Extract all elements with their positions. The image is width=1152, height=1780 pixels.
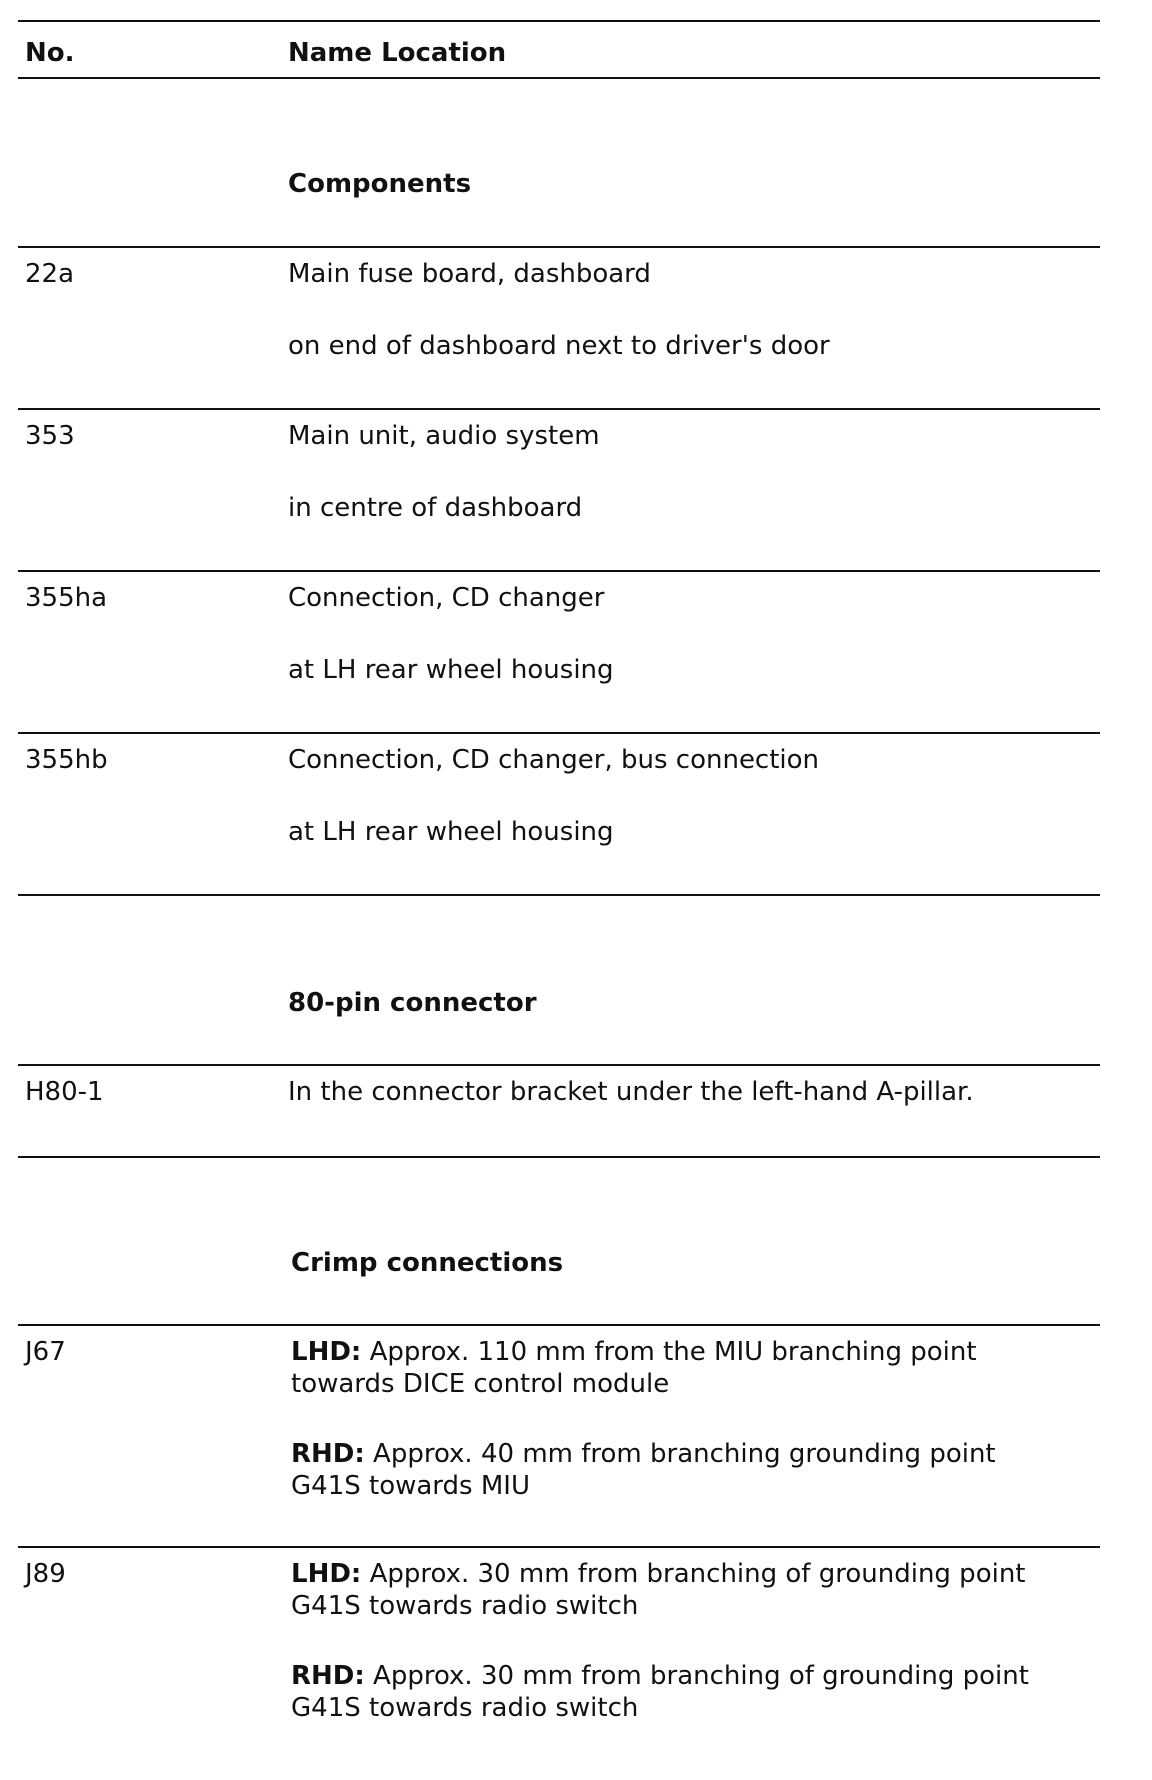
row-no: 353 (25, 421, 75, 451)
section-title-components: Components (288, 169, 472, 199)
row-location: In the connector bracket under the left-hand A-pillar. (288, 1077, 974, 1107)
row-rule (18, 1546, 1100, 1548)
rhd-text: Approx. 30 mm from branching of grounding point (364, 1661, 1029, 1691)
rhd-line-2: G41S towards MIU (291, 1471, 530, 1501)
row-no: 355hb (25, 745, 108, 775)
row-location: at LH rear wheel housing (288, 817, 614, 847)
lhd-label: LHD: (291, 1559, 362, 1589)
lhd-line-1 (291, 1558, 1026, 1591)
row-rule (18, 1324, 1100, 1326)
row-name: Main fuse board, dashboard (288, 259, 651, 289)
row-name: Main unit, audio system (288, 421, 600, 451)
rhd-line-1 (291, 1660, 1029, 1693)
lhd-label: LHD: (291, 1337, 362, 1367)
row-rule (18, 246, 1100, 248)
row-name: Connection, CD changer, bus connection (288, 745, 820, 775)
rhd-text: Approx. 40 mm from branching grounding point (364, 1439, 996, 1469)
row-no: J89 (25, 1559, 66, 1589)
rhd-label: RHD: (291, 1439, 365, 1469)
row-no: 355ha (25, 583, 108, 613)
row-location: on end of dashboard next to driver's door (288, 331, 830, 361)
row-rule (18, 1156, 1100, 1158)
row-rule (18, 732, 1100, 734)
header-bottom-rule (18, 77, 1100, 79)
lhd-line-1 (291, 1336, 977, 1369)
section-title-connector: 80-pin connector (288, 988, 537, 1018)
row-name: Connection, CD changer (288, 583, 605, 613)
row-location: at LH rear wheel housing (288, 655, 614, 685)
section-title-crimp: Crimp connections (291, 1248, 564, 1278)
rhd-line-1 (291, 1438, 996, 1471)
rhd-line-2: G41S towards radio switch (291, 1693, 639, 1723)
lhd-text: Approx. 30 mm from branching of grounding point (361, 1559, 1026, 1589)
row-rule (18, 570, 1100, 572)
rhd-label: RHD: (291, 1661, 365, 1691)
lhd-line-2: G41S towards radio switch (291, 1591, 639, 1621)
row-rule (18, 408, 1100, 410)
table-top-rule (18, 20, 1100, 22)
lhd-line-2: towards DICE control module (291, 1369, 670, 1399)
row-no: H80-1 (25, 1077, 104, 1107)
row-rule (18, 894, 1100, 896)
lhd-text: Approx. 110 mm from the MIU branching point (361, 1337, 977, 1367)
header-name-location: Name Location (288, 38, 507, 68)
row-location: in centre of dashboard (288, 493, 583, 523)
row-no: J67 (25, 1337, 66, 1367)
header-no: No. (25, 38, 75, 68)
row-rule (18, 1064, 1100, 1066)
row-no: 22a (25, 259, 75, 289)
